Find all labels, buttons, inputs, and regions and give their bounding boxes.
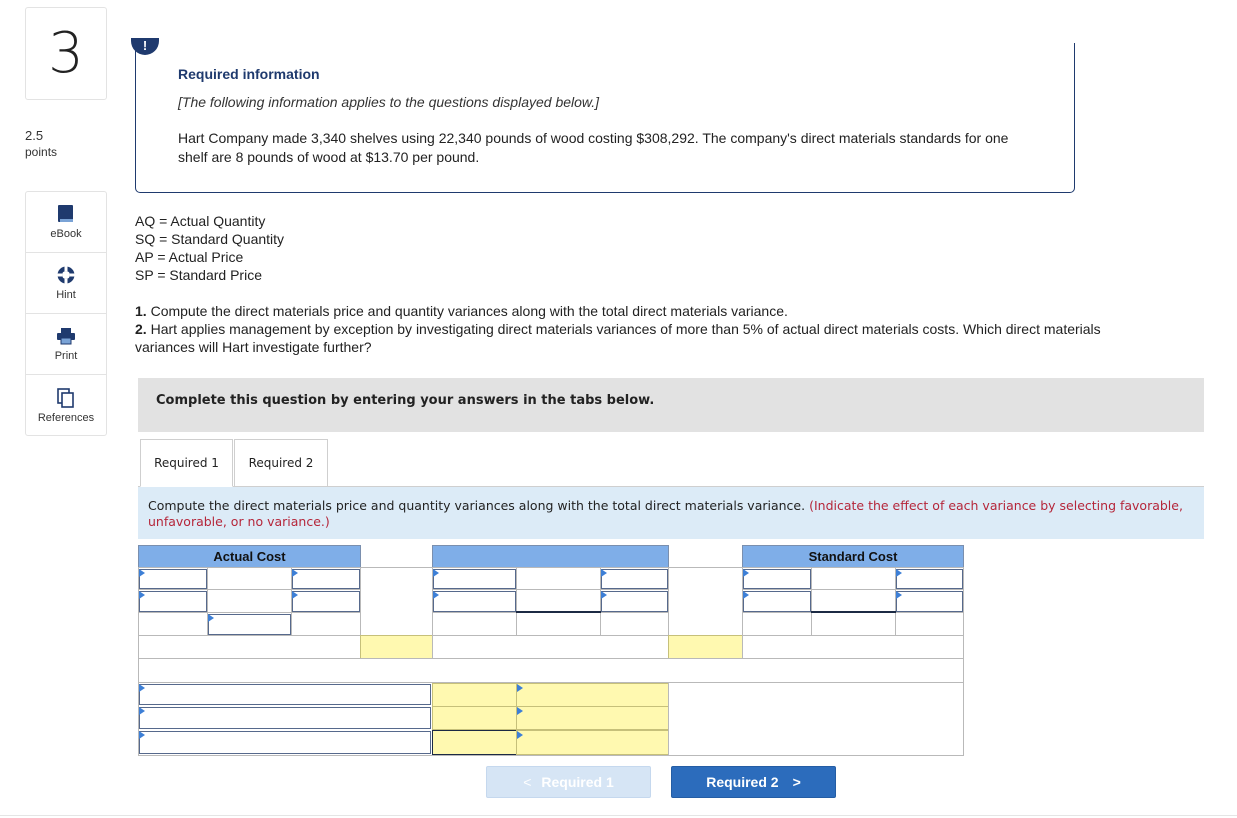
dropdown-marker-icon: [433, 569, 439, 577]
grid-cell: [811, 589, 896, 613]
variance-amount-3[interactable]: [432, 730, 517, 755]
tool-print-label: Print: [54, 350, 78, 362]
variance-effect-2[interactable]: [516, 706, 669, 730]
prev-required-button[interactable]: [486, 766, 651, 798]
question-points: [25, 128, 57, 160]
grid-divider: [668, 682, 669, 756]
variance-label-select-1[interactable]: [139, 684, 431, 705]
instruction-panel: [138, 486, 1204, 539]
sp-select-standard[interactable]: [896, 569, 963, 589]
task-1-text: Compute the direct materials price and quantity variances along with the total direct materials variance.: [146, 303, 788, 319]
required-information-box: [135, 43, 1075, 193]
dropdown-marker-icon: [433, 591, 439, 599]
sp-select-middle[interactable]: [601, 569, 668, 589]
dropdown-marker-icon: [139, 591, 145, 599]
grid-cell: [432, 612, 517, 636]
tool-print[interactable]: [26, 314, 106, 375]
grid-cell: [516, 567, 601, 590]
grid-gap-cell: [668, 567, 743, 636]
aq-select-actual[interactable]: [139, 569, 207, 589]
task-1: [135, 302, 1135, 320]
instructions-banner: [138, 378, 1204, 432]
dropdown-marker-icon: [139, 569, 145, 577]
dropdown-marker-icon: [139, 684, 145, 692]
instruction-hint: (Indicate the effect of each variance by selecting favorable, unfavorable, or no variance.): [148, 498, 1183, 529]
definition-aq: AQ = Actual Quantity: [135, 213, 266, 229]
printer-icon: [56, 326, 76, 346]
sq-select-standard[interactable]: [743, 569, 811, 589]
dropdown-marker-icon: [292, 569, 298, 577]
chevron-left-icon: <: [523, 774, 532, 790]
required-info-title: Required information: [178, 66, 320, 82]
tab-required-2[interactable]: [234, 439, 328, 486]
sp-input-standard[interactable]: [896, 591, 963, 612]
actual-cost-total-input[interactable]: [208, 614, 291, 635]
grid-cell: [811, 567, 896, 590]
dropdown-marker-icon: [601, 569, 607, 577]
tool-ebook[interactable]: [26, 192, 106, 253]
definition-sp: SP = Standard Price: [135, 267, 262, 283]
variance-amount-1[interactable]: [432, 683, 517, 707]
tab-required-1-label: Required 1: [154, 456, 219, 470]
ap-input-actual[interactable]: [292, 591, 360, 612]
dropdown-marker-icon: [139, 731, 145, 739]
chevron-right-icon: >: [792, 774, 801, 790]
task-list: [135, 302, 1135, 356]
grid-cell: [432, 635, 669, 659]
grid-cell: [600, 612, 669, 636]
header-standard-cost: Standard Cost: [742, 545, 964, 568]
sp-input-middle[interactable]: [601, 591, 668, 612]
dropdown-marker-icon: [743, 569, 749, 577]
grid-cell: [516, 589, 601, 613]
tab-required-2-label: Required 2: [248, 456, 314, 470]
required-info-note: [The following information applies to the questions displayed below.]: [178, 94, 600, 110]
question-number: 3: [25, 7, 107, 100]
tool-hint-label: Hint: [56, 289, 76, 301]
grid-cell: [811, 612, 896, 636]
required-info-body: Hart Company made 3,340 shelves using 22,340 pounds of wood costing $308,292. The company's direct materials standards for one shelf are 8 pounds of wood at $13.70 per pound.: [178, 130, 1009, 165]
grid-cell: [742, 612, 812, 636]
variance-effect-1[interactable]: [516, 683, 669, 707]
grid-cell: [291, 612, 361, 636]
price-variance-result: [360, 635, 433, 659]
task-1-number: 1.: [135, 303, 147, 319]
next-required-button[interactable]: [671, 766, 836, 798]
dropdown-marker-icon: [292, 591, 298, 599]
definition-sq: SQ = Standard Quantity: [135, 231, 285, 247]
header-middle: [432, 545, 669, 568]
definition-ap: AP = Actual Price: [135, 249, 244, 265]
grid-cell: [895, 612, 964, 636]
definitions-list: [135, 212, 284, 284]
page-bottom-divider: [0, 815, 1237, 816]
dropdown-marker-icon: [601, 591, 607, 599]
instruction-text: Compute the direct materials price and quantity variances along with the total direct materials variance.: [148, 498, 806, 513]
task-2: [135, 320, 1135, 356]
dropdown-marker-icon: [896, 591, 902, 599]
ap-select-actual[interactable]: [292, 569, 360, 589]
book-icon: [56, 204, 76, 224]
grid-cell: [207, 589, 292, 613]
task-2-text: Hart applies management by exception by investigating direct materials variances of more than 5% of actual direct materials costs. Which direct materials variances will Hart investigate further?: [135, 321, 1101, 355]
header-actual-cost: Actual Cost: [138, 545, 361, 568]
tool-references[interactable]: [26, 375, 106, 436]
prev-required-label: Required 1: [541, 774, 614, 790]
dropdown-marker-icon: [208, 614, 214, 622]
tool-ebook-label: eBook: [50, 228, 82, 240]
variance-label-select-2[interactable]: [139, 707, 431, 729]
dropdown-marker-icon: [896, 569, 902, 577]
input-underline: [811, 611, 896, 613]
grid-cell: [207, 567, 292, 590]
variance-effect-3[interactable]: [516, 730, 669, 755]
dropdown-marker-icon: [517, 684, 523, 692]
aq-select-middle[interactable]: [433, 569, 516, 589]
dropdown-marker-icon: [517, 707, 523, 715]
grid-cell: [138, 635, 361, 659]
quantity-variance-result: [668, 635, 743, 659]
tools-panel: [25, 191, 107, 436]
grid-spacer-row: [138, 658, 964, 683]
dropdown-marker-icon: [517, 731, 523, 739]
dropdown-marker-icon: [743, 591, 749, 599]
points-label: points: [25, 145, 58, 159]
documents-icon: [56, 388, 76, 408]
next-required-label: Required 2: [706, 774, 779, 790]
tool-hint[interactable]: [26, 253, 106, 314]
dropdown-marker-icon: [139, 707, 145, 715]
grid-cell: [742, 635, 964, 659]
variance-grid: [138, 545, 964, 756]
alert-icon: !: [131, 38, 159, 55]
aq-input-actual[interactable]: [139, 591, 207, 612]
grid-cell: [138, 612, 208, 636]
grid-gap-cell: [360, 567, 433, 636]
variance-label-select-3[interactable]: [139, 731, 431, 754]
sq-input-standard[interactable]: [743, 591, 811, 612]
aq-input-middle[interactable]: [433, 591, 516, 612]
grid-cell: [516, 612, 601, 636]
tool-references-label: References: [37, 411, 95, 424]
banner-text: Complete this question by entering your answers in the tabs below.: [156, 393, 655, 408]
task-2-number: 2.: [135, 321, 147, 337]
variance-amount-2[interactable]: [432, 706, 517, 730]
lifebuoy-icon: [56, 265, 76, 285]
input-underline: [516, 611, 601, 613]
points-value: 2.5: [25, 128, 44, 143]
tab-required-1[interactable]: [140, 439, 233, 487]
